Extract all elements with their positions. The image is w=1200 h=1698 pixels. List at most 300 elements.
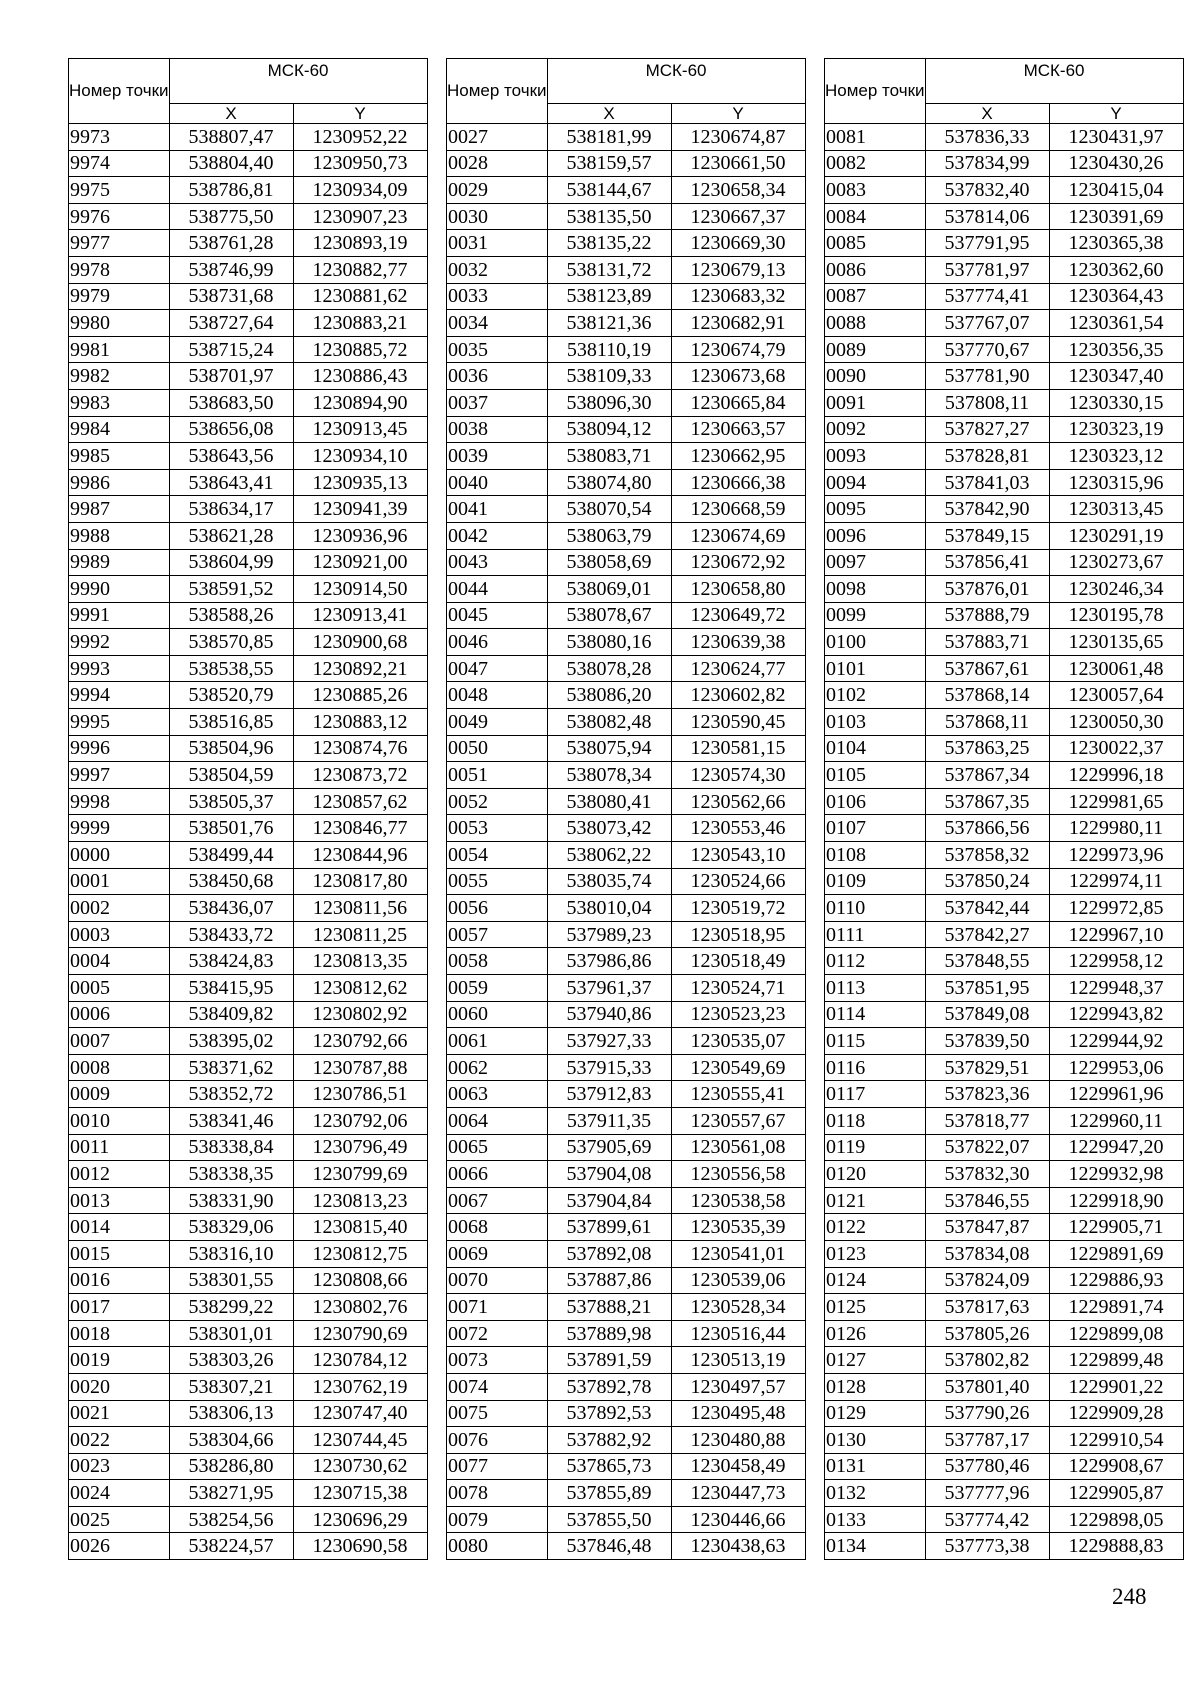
y-coordinate-cell: 1230480,88 (671, 1427, 805, 1454)
y-coordinate-cell: 1230458,49 (671, 1453, 805, 1480)
point-number-cell: 0057 (447, 921, 548, 948)
x-coordinate-cell: 537915,33 (547, 1054, 671, 1081)
table-row (447, 1054, 806, 1081)
table-row (69, 921, 428, 948)
table-row (69, 1427, 428, 1454)
point-number-cell: 0030 (447, 203, 548, 230)
y-coordinate-cell: 1230844,96 (293, 842, 427, 869)
table-row (69, 1028, 428, 1055)
y-coordinate-cell: 1230683,32 (671, 283, 805, 310)
x-coordinate-cell: 537849,08 (925, 1001, 1049, 1028)
y-coordinate-cell: 1230415,04 (1049, 177, 1183, 204)
table-row (447, 1347, 806, 1374)
x-coordinate-cell: 537912,83 (547, 1081, 671, 1108)
point-number-cell: 9988 (69, 522, 170, 549)
x-coordinate-cell: 538761,28 (169, 230, 293, 257)
table-row (825, 203, 1184, 230)
table-row (447, 868, 806, 895)
x-coordinate-cell: 538181,99 (547, 124, 671, 151)
table-row (825, 522, 1184, 549)
x-coordinate-cell: 538074,80 (547, 469, 671, 496)
y-coordinate-cell: 1230813,35 (293, 948, 427, 975)
table-row (825, 655, 1184, 682)
y-coordinate-cell: 1230562,66 (671, 788, 805, 815)
y-coordinate-cell: 1230817,80 (293, 868, 427, 895)
point-number-cell: 0116 (825, 1054, 926, 1081)
point-number-cell: 0119 (825, 1134, 926, 1161)
x-coordinate-cell: 537882,92 (547, 1427, 671, 1454)
y-coordinate-cell: 1230391,69 (1049, 203, 1183, 230)
point-number-cell: 0048 (447, 682, 548, 709)
point-number-cell: 0038 (447, 416, 548, 443)
point-number-cell: 0114 (825, 1001, 926, 1028)
point-number-cell: 0033 (447, 283, 548, 310)
table-row (447, 363, 806, 390)
y-coordinate-cell: 1230762,19 (293, 1373, 427, 1400)
coordinate-system-header: МСК-60 (925, 59, 1183, 104)
x-coordinate-cell: 538307,21 (169, 1373, 293, 1400)
y-coordinate-cell: 1230362,60 (1049, 256, 1183, 283)
x-coordinate-cell: 538634,17 (169, 496, 293, 523)
table-row (825, 1320, 1184, 1347)
y-coordinate-cell: 1230799,69 (293, 1161, 427, 1188)
y-coordinate-cell: 1230674,87 (671, 124, 805, 151)
table-body (69, 124, 428, 1560)
table-row (69, 203, 428, 230)
y-header: Y (1049, 104, 1183, 124)
table-row (825, 868, 1184, 895)
point-number-cell: 9997 (69, 762, 170, 789)
point-number-cell: 0104 (825, 735, 926, 762)
y-coordinate-cell: 1230665,84 (671, 389, 805, 416)
point-number-cell: 0132 (825, 1480, 926, 1507)
y-coordinate-cell: 1230784,12 (293, 1347, 427, 1374)
table-row (825, 363, 1184, 390)
point-number-cell: 0049 (447, 709, 548, 736)
point-number-cell: 0105 (825, 762, 926, 789)
table-row (69, 1214, 428, 1241)
table-row (447, 150, 806, 177)
x-coordinate-cell: 537791,95 (925, 230, 1049, 257)
table-row (825, 1294, 1184, 1321)
y-coordinate-cell: 1230323,19 (1049, 416, 1183, 443)
x-coordinate-cell: 537863,25 (925, 735, 1049, 762)
y-coordinate-cell: 1230528,34 (671, 1294, 805, 1321)
point-number-cell: 0088 (825, 310, 926, 337)
y-coordinate-cell: 1230802,92 (293, 1001, 427, 1028)
x-coordinate-cell: 538701,97 (169, 363, 293, 390)
y-coordinate-cell: 1230050,30 (1049, 709, 1183, 736)
y-coordinate-cell: 1230518,49 (671, 948, 805, 975)
table-row (447, 1506, 806, 1533)
point-number-cell: 0025 (69, 1506, 170, 1533)
y-coordinate-cell: 1230893,19 (293, 230, 427, 257)
point-number-cell: 0007 (69, 1028, 170, 1055)
x-coordinate-cell: 537839,50 (925, 1028, 1049, 1055)
table-row (825, 230, 1184, 257)
y-coordinate-cell: 1230135,65 (1049, 629, 1183, 656)
point-number-cell: 0044 (447, 576, 548, 603)
y-coordinate-cell: 1230813,23 (293, 1187, 427, 1214)
table-row (69, 124, 428, 151)
x-coordinate-cell: 538082,48 (547, 709, 671, 736)
point-number-cell: 0122 (825, 1214, 926, 1241)
table-row (69, 1480, 428, 1507)
x-coordinate-cell: 538080,41 (547, 788, 671, 815)
x-coordinate-cell: 538395,02 (169, 1028, 293, 1055)
table-row (447, 895, 806, 922)
y-coordinate-cell: 1229899,08 (1049, 1320, 1183, 1347)
x-coordinate-cell: 538683,50 (169, 389, 293, 416)
x-coordinate-cell: 537836,33 (925, 124, 1049, 151)
x-coordinate-cell: 538331,90 (169, 1187, 293, 1214)
y-coordinate-cell: 1230674,79 (671, 336, 805, 363)
point-number-cell: 0043 (447, 549, 548, 576)
point-number-cell: 0061 (447, 1028, 548, 1055)
x-coordinate-cell: 538073,42 (547, 815, 671, 842)
point-number-cell: 9991 (69, 602, 170, 629)
point-number-header: Номер точки (447, 59, 548, 124)
x-coordinate-cell: 538786,81 (169, 177, 293, 204)
y-coordinate-cell: 1230934,09 (293, 177, 427, 204)
y-coordinate-cell: 1230061,48 (1049, 655, 1183, 682)
table-row (825, 629, 1184, 656)
table-row (447, 310, 806, 337)
x-coordinate-cell: 538505,37 (169, 788, 293, 815)
y-coordinate-cell: 1230639,38 (671, 629, 805, 656)
x-coordinate-cell: 537904,08 (547, 1161, 671, 1188)
y-coordinate-cell: 1230952,22 (293, 124, 427, 151)
y-coordinate-cell: 1230790,69 (293, 1320, 427, 1347)
point-number-cell: 0026 (69, 1533, 170, 1560)
point-number-cell: 0071 (447, 1294, 548, 1321)
x-coordinate-cell: 537787,17 (925, 1427, 1049, 1454)
point-number-cell: 0063 (447, 1081, 548, 1108)
y-coordinate-cell: 1230513,19 (671, 1347, 805, 1374)
y-coordinate-cell: 1230574,30 (671, 762, 805, 789)
x-coordinate-cell: 537855,89 (547, 1480, 671, 1507)
point-number-cell: 0086 (825, 256, 926, 283)
y-coordinate-cell: 1229891,74 (1049, 1294, 1183, 1321)
point-number-cell: 0068 (447, 1214, 548, 1241)
point-number-cell: 0090 (825, 363, 926, 390)
table-row (69, 522, 428, 549)
point-number-cell: 0124 (825, 1267, 926, 1294)
x-coordinate-cell: 537867,35 (925, 788, 1049, 815)
x-coordinate-cell: 537817,63 (925, 1294, 1049, 1321)
table-row (825, 416, 1184, 443)
table-row (825, 576, 1184, 603)
x-coordinate-cell: 538520,79 (169, 682, 293, 709)
table-row (447, 1161, 806, 1188)
x-coordinate-cell: 538499,44 (169, 842, 293, 869)
table-row (447, 177, 806, 204)
table-row (825, 549, 1184, 576)
x-header: X (925, 104, 1049, 124)
x-coordinate-cell: 538063,79 (547, 522, 671, 549)
point-number-cell: 0087 (825, 283, 926, 310)
y-coordinate-cell: 1230744,45 (293, 1427, 427, 1454)
table-row (69, 1267, 428, 1294)
table-row (825, 1347, 1184, 1374)
point-number-cell: 9994 (69, 682, 170, 709)
point-number-cell: 0127 (825, 1347, 926, 1374)
table-row (447, 1533, 806, 1560)
y-coordinate-cell: 1230846,77 (293, 815, 427, 842)
table-row (825, 336, 1184, 363)
y-coordinate-cell: 1230246,34 (1049, 576, 1183, 603)
table-row (69, 363, 428, 390)
x-coordinate-cell: 537773,38 (925, 1533, 1049, 1560)
y-coordinate-cell: 1229980,11 (1049, 815, 1183, 842)
point-number-cell: 0117 (825, 1081, 926, 1108)
point-number-cell: 0121 (825, 1187, 926, 1214)
point-number-cell: 0065 (447, 1134, 548, 1161)
y-coordinate-cell: 1230438,63 (671, 1533, 805, 1560)
table-row (69, 762, 428, 789)
table-row (69, 1400, 428, 1427)
x-coordinate-cell: 538121,36 (547, 310, 671, 337)
table-row (69, 655, 428, 682)
table-row (69, 948, 428, 975)
point-number-cell: 9989 (69, 549, 170, 576)
table-row (825, 1267, 1184, 1294)
point-number-cell: 0047 (447, 655, 548, 682)
y-coordinate-cell: 1230291,19 (1049, 522, 1183, 549)
y-coordinate-cell: 1229910,54 (1049, 1427, 1183, 1454)
table-row (447, 283, 806, 310)
x-coordinate-cell: 537868,11 (925, 709, 1049, 736)
y-coordinate-cell: 1229898,05 (1049, 1506, 1183, 1533)
table-row (825, 1214, 1184, 1241)
x-coordinate-cell: 537818,77 (925, 1107, 1049, 1134)
x-coordinate-cell: 538338,35 (169, 1161, 293, 1188)
y-coordinate-cell: 1229918,90 (1049, 1187, 1183, 1214)
point-number-cell: 0014 (69, 1214, 170, 1241)
table-row (69, 842, 428, 869)
table-row (69, 1161, 428, 1188)
y-coordinate-cell: 1230882,77 (293, 256, 427, 283)
point-number-cell: 0060 (447, 1001, 548, 1028)
point-number-cell: 0052 (447, 788, 548, 815)
table-row (69, 975, 428, 1002)
x-coordinate-cell: 537767,07 (925, 310, 1049, 337)
point-number-cell: 9984 (69, 416, 170, 443)
point-number-cell: 0059 (447, 975, 548, 1002)
point-number-cell: 0081 (825, 124, 926, 151)
x-coordinate-cell: 537801,40 (925, 1373, 1049, 1400)
y-coordinate-cell: 1230347,40 (1049, 363, 1183, 390)
point-number-cell: 0016 (69, 1267, 170, 1294)
x-header: X (169, 104, 293, 124)
x-coordinate-cell: 537780,46 (925, 1453, 1049, 1480)
point-number-cell: 0064 (447, 1107, 548, 1134)
x-coordinate-cell: 538094,12 (547, 416, 671, 443)
y-coordinate-cell: 1230885,72 (293, 336, 427, 363)
x-coordinate-cell: 538329,06 (169, 1214, 293, 1241)
y-coordinate-cell: 1230673,68 (671, 363, 805, 390)
table-row (69, 1240, 428, 1267)
x-coordinate-cell: 537927,33 (547, 1028, 671, 1055)
x-coordinate-cell: 537889,98 (547, 1320, 671, 1347)
point-number-cell: 0106 (825, 788, 926, 815)
table-row (825, 921, 1184, 948)
y-coordinate-cell: 1230497,57 (671, 1373, 805, 1400)
table-row (69, 496, 428, 523)
x-coordinate-cell: 537824,09 (925, 1267, 1049, 1294)
table-row (69, 629, 428, 656)
y-coordinate-cell: 1229886,93 (1049, 1267, 1183, 1294)
y-coordinate-cell: 1230273,67 (1049, 549, 1183, 576)
table-row (825, 1054, 1184, 1081)
y-coordinate-cell: 1230524,66 (671, 868, 805, 895)
table-row (825, 389, 1184, 416)
y-coordinate-cell: 1230539,06 (671, 1267, 805, 1294)
point-number-cell: 0075 (447, 1400, 548, 1427)
table-row (447, 1134, 806, 1161)
x-coordinate-cell: 537865,73 (547, 1453, 671, 1480)
point-number-cell: 0100 (825, 629, 926, 656)
table-row (825, 975, 1184, 1002)
table-row (447, 655, 806, 682)
y-coordinate-cell: 1230549,69 (671, 1054, 805, 1081)
y-coordinate-cell: 1229973,96 (1049, 842, 1183, 869)
table-row (825, 682, 1184, 709)
point-number-cell: 9982 (69, 363, 170, 390)
point-number-cell: 0125 (825, 1294, 926, 1321)
y-coordinate-cell: 1230361,54 (1049, 310, 1183, 337)
point-number-cell: 9990 (69, 576, 170, 603)
y-coordinate-cell: 1230894,90 (293, 389, 427, 416)
table-row (447, 1001, 806, 1028)
point-number-cell: 9998 (69, 788, 170, 815)
table-row (69, 1533, 428, 1560)
table-row (447, 682, 806, 709)
x-coordinate-cell: 537891,59 (547, 1347, 671, 1374)
y-coordinate-cell: 1230590,45 (671, 709, 805, 736)
x-coordinate-cell: 538433,72 (169, 921, 293, 948)
table-row (447, 469, 806, 496)
point-number-cell: 9973 (69, 124, 170, 151)
x-coordinate-cell: 537781,97 (925, 256, 1049, 283)
table-row (69, 150, 428, 177)
y-coordinate-cell: 1230874,76 (293, 735, 427, 762)
point-number-cell: 0076 (447, 1427, 548, 1454)
point-number-cell: 0123 (825, 1240, 926, 1267)
point-number-cell: 9992 (69, 629, 170, 656)
table-row (825, 1427, 1184, 1454)
table-row (447, 230, 806, 257)
table-row (69, 1294, 428, 1321)
x-coordinate-cell: 537774,41 (925, 283, 1049, 310)
y-coordinate-cell: 1230516,44 (671, 1320, 805, 1347)
point-number-cell: 0036 (447, 363, 548, 390)
point-number-cell: 0101 (825, 655, 926, 682)
point-number-cell: 0028 (447, 150, 548, 177)
point-number-cell: 0103 (825, 709, 926, 736)
point-number-cell: 0017 (69, 1294, 170, 1321)
point-number-cell: 0111 (825, 921, 926, 948)
point-number-cell: 0108 (825, 842, 926, 869)
point-number-cell: 9979 (69, 283, 170, 310)
table-row (69, 576, 428, 603)
x-coordinate-cell: 537802,82 (925, 1347, 1049, 1374)
point-number-cell: 0018 (69, 1320, 170, 1347)
x-coordinate-cell: 537911,35 (547, 1107, 671, 1134)
point-number-header: Номер точки (825, 59, 926, 124)
point-number-cell: 9986 (69, 469, 170, 496)
point-number-cell: 0069 (447, 1240, 548, 1267)
y-coordinate-cell: 1229974,11 (1049, 868, 1183, 895)
table-row (447, 1240, 806, 1267)
x-coordinate-cell: 537790,26 (925, 1400, 1049, 1427)
x-coordinate-cell: 538371,62 (169, 1054, 293, 1081)
x-coordinate-cell: 537989,23 (547, 921, 671, 948)
table-row (69, 1134, 428, 1161)
point-number-cell: 0085 (825, 230, 926, 257)
y-coordinate-cell: 1230365,38 (1049, 230, 1183, 257)
point-number-cell: 0077 (447, 1453, 548, 1480)
table-row (69, 1320, 428, 1347)
point-number-cell: 9985 (69, 443, 170, 470)
x-coordinate-cell: 538570,85 (169, 629, 293, 656)
point-number-cell: 9999 (69, 815, 170, 842)
point-number-cell: 0004 (69, 948, 170, 975)
x-coordinate-cell: 538301,55 (169, 1267, 293, 1294)
x-coordinate-cell: 538254,56 (169, 1506, 293, 1533)
point-number-cell: 0006 (69, 1001, 170, 1028)
table-row (447, 1480, 806, 1507)
point-number-cell: 0023 (69, 1453, 170, 1480)
y-coordinate-cell: 1230661,50 (671, 150, 805, 177)
point-number-cell: 0082 (825, 150, 926, 177)
y-coordinate-cell: 1230913,41 (293, 602, 427, 629)
y-coordinate-cell: 1230883,21 (293, 310, 427, 337)
y-coordinate-cell: 1229905,71 (1049, 1214, 1183, 1241)
x-coordinate-cell: 538621,28 (169, 522, 293, 549)
y-coordinate-cell: 1230315,96 (1049, 469, 1183, 496)
y-coordinate-cell: 1230787,88 (293, 1054, 427, 1081)
point-number-cell: 0045 (447, 602, 548, 629)
y-coordinate-cell: 1230747,40 (293, 1400, 427, 1427)
y-coordinate-cell: 1230690,58 (293, 1533, 427, 1560)
point-number-cell: 0079 (447, 1506, 548, 1533)
y-coordinate-cell: 1230730,62 (293, 1453, 427, 1480)
table-row (447, 443, 806, 470)
y-coordinate-cell: 1229932,98 (1049, 1161, 1183, 1188)
y-coordinate-cell: 1230431,97 (1049, 124, 1183, 151)
y-header: Y (671, 104, 805, 124)
table-row (825, 1480, 1184, 1507)
point-number-cell: 0013 (69, 1187, 170, 1214)
x-coordinate-cell: 538352,72 (169, 1081, 293, 1108)
x-coordinate-cell: 538224,57 (169, 1533, 293, 1560)
x-coordinate-cell: 537867,34 (925, 762, 1049, 789)
x-coordinate-cell: 538424,83 (169, 948, 293, 975)
x-coordinate-cell: 537834,99 (925, 150, 1049, 177)
x-coordinate-cell: 538131,72 (547, 256, 671, 283)
table-row (447, 948, 806, 975)
y-header: Y (293, 104, 427, 124)
x-coordinate-cell: 538746,99 (169, 256, 293, 283)
y-coordinate-cell: 1230674,69 (671, 522, 805, 549)
table-row (69, 230, 428, 257)
x-coordinate-cell: 538080,16 (547, 629, 671, 656)
table-row (825, 1373, 1184, 1400)
x-coordinate-cell: 538109,33 (547, 363, 671, 390)
table-row (69, 336, 428, 363)
point-number-cell: 0029 (447, 177, 548, 204)
